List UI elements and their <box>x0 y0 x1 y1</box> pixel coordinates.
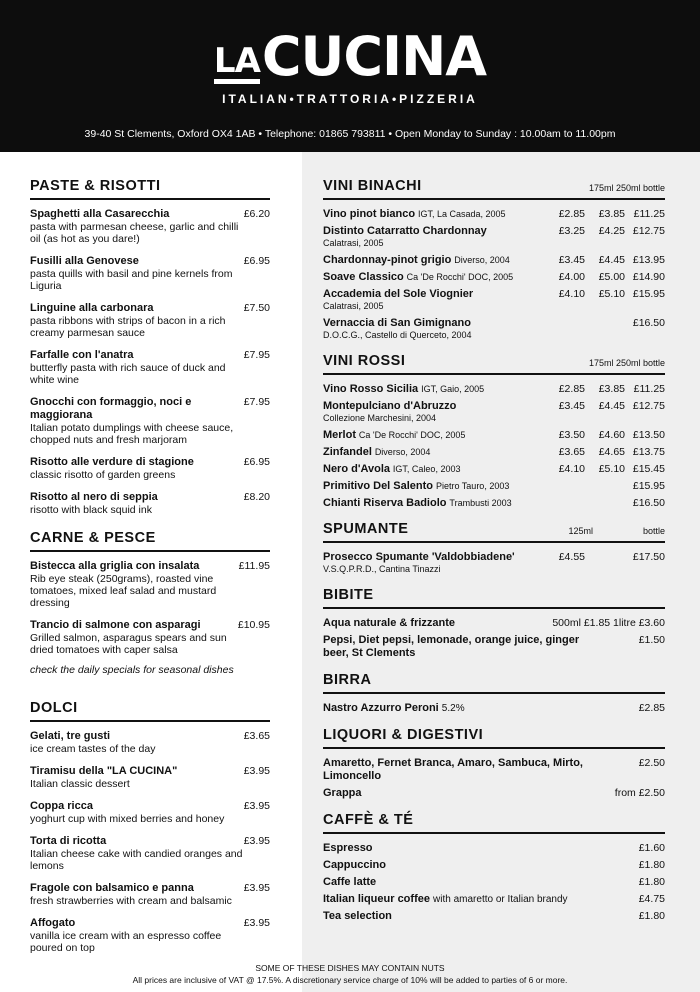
menu-item <box>30 302 270 339</box>
wine-producer: D.O.C.G., Castello di Querceto, 2004 <box>323 330 472 340</box>
dish-price: £3.95 <box>243 882 270 894</box>
wine-prices <box>547 463 665 475</box>
wine-detail: Ca 'De Rocchi' DOC, 2005 <box>358 430 466 440</box>
drink-name-line <box>323 910 593 923</box>
wine-item <box>323 271 665 283</box>
dish-price: £8.20 <box>243 491 270 503</box>
drink-item <box>323 893 665 906</box>
section-title: PASTE & RISOTTI <box>30 178 270 200</box>
price-glass-small: £4.10 <box>558 288 585 300</box>
dish-description: Italian cheese cake with candied oranges and lemons <box>30 848 243 872</box>
wine-prices <box>547 254 665 266</box>
price-glass-large: £4.65 <box>598 446 625 458</box>
price-bottle: £15.95 <box>632 480 665 492</box>
price-glass-large: £4.25 <box>598 225 625 237</box>
wine-prices <box>547 400 665 412</box>
drink-item <box>323 702 665 715</box>
menu-item <box>30 917 270 954</box>
dish-price: £3.65 <box>243 730 270 742</box>
menu-item <box>30 835 270 872</box>
dish-name: Tiramisu della "LA CUCINA" <box>30 765 178 777</box>
wine-name: Zinfandel <box>323 446 372 458</box>
drink-price: £2.85 <box>638 702 665 714</box>
dish-description: yoghurt cup with mixed berries and honey <box>30 813 225 825</box>
section-title: CARNE & PESCE <box>30 530 270 552</box>
wine-detail: Diverso, 2004 <box>454 255 510 265</box>
wine-detail: Trambusti 2003 <box>449 498 512 508</box>
dish-price: £6.95 <box>243 255 270 267</box>
restaurant-logo <box>0 25 700 88</box>
paste-list <box>30 208 270 516</box>
wine-name: Accademia del Sole Viognier <box>323 288 474 300</box>
carne-list <box>30 560 270 656</box>
birra-section <box>323 672 665 715</box>
carne-section <box>30 530 270 676</box>
wine-name: Montepulciano d'Abruzzo <box>323 400 457 412</box>
wine-item <box>323 551 665 575</box>
wine-name: Distinto Catarratto Chardonnay <box>323 225 487 237</box>
section-title-text: SPUMANTE <box>323 521 409 537</box>
section-title: BIBITE <box>323 587 665 609</box>
section-title-text: VINI ROSSI <box>323 353 406 369</box>
price-glass-small: £3.65 <box>558 446 585 458</box>
tagline: ITALIAN•TRATTORIA•PIZZERIA <box>222 92 478 106</box>
bibite-section <box>323 587 665 660</box>
rossi-section <box>323 353 665 509</box>
wine-detail: IGT, Caleo, 2003 <box>392 464 461 474</box>
price-glass-small: £3.25 <box>558 225 585 237</box>
menu-item <box>30 800 270 825</box>
wine-item <box>323 446 665 458</box>
price-glass-small: £2.85 <box>558 383 585 395</box>
wine-item <box>323 317 665 341</box>
price-glass-small: £4.00 <box>558 271 585 283</box>
section-title: CAFFÈ & TÉ <box>323 812 665 834</box>
dish-name: Torta di ricotta <box>30 835 107 847</box>
spumante-list <box>323 551 665 575</box>
column-headers: 125ml bottle <box>568 526 665 536</box>
drink-detail: with amaretto or Italian brandy <box>433 894 568 905</box>
dish-name: Coppa ricca <box>30 800 93 812</box>
dish-price: £11.95 <box>238 560 270 572</box>
drink-name-line <box>323 757 593 783</box>
dish-name: Fragole con balsamico e panna <box>30 882 194 894</box>
wine-name: Vino pinot bianco <box>323 208 416 220</box>
section-title <box>323 178 665 200</box>
wine-item <box>323 429 665 441</box>
dish-name: Gelati, tre gusti <box>30 730 111 742</box>
menu-item <box>30 255 270 292</box>
drink-name: Tea selection <box>323 910 392 922</box>
drink-item <box>323 634 665 660</box>
drink-name: Pepsi, Diet pepsi, lemonade, orange juice, ginger beer, St Clements <box>323 634 580 659</box>
price-bottle: £17.50 <box>632 551 665 563</box>
price-glass-large: £5.10 <box>598 463 625 475</box>
rossi-list <box>323 383 665 509</box>
menu-item <box>30 491 270 516</box>
menu-item <box>30 730 270 755</box>
bianchi-list <box>323 208 665 341</box>
price-glass-small: £4.55 <box>558 551 585 563</box>
dish-description: classic risotto of garden greens <box>30 469 176 481</box>
drink-name: Nastro Azzurro Peroni <box>323 702 439 714</box>
dish-name: Spaghetti alla Casarecchia <box>30 208 170 220</box>
dish-name: Fusilli alla Genovese <box>30 255 139 267</box>
dish-description: fresh strawberries with cream and balsamic <box>30 895 232 907</box>
price-bottle: £15.95 <box>632 288 665 300</box>
dish-description: Rib eye steak (250grams), roasted vine tomatoes, mixed leaf salad and mustard dressing <box>30 573 217 609</box>
price-bottle: £14.90 <box>632 271 665 283</box>
drink-price: £1.80 <box>638 859 665 871</box>
menu-item <box>30 560 270 609</box>
price-glass-large: £3.85 <box>598 383 625 395</box>
dish-description: vanilla ice cream with an espresso coffee poured on top <box>30 930 222 954</box>
drinks-column <box>323 178 665 935</box>
price-bottle: £15.45 <box>632 463 665 475</box>
price-bottle: £16.50 <box>632 497 665 509</box>
dish-description: butterfly pasta with rich sauce of duck and white wine <box>30 362 226 386</box>
menu-item <box>30 765 270 790</box>
wine-item <box>323 497 665 509</box>
drink-item <box>323 757 665 783</box>
drink-item <box>323 617 665 630</box>
wine-detail: Ca 'De Rocchi' DOC, 2005 <box>406 272 514 282</box>
drink-name-line <box>323 893 593 906</box>
menu-item <box>30 396 270 446</box>
wine-item <box>323 383 665 395</box>
wine-item <box>323 288 665 312</box>
menu-item <box>30 882 270 907</box>
drink-name-line <box>323 787 593 800</box>
column-headers: 175ml 250ml bottle <box>588 358 665 368</box>
wine-name: Vino Rosso Sicilia <box>323 383 419 395</box>
wine-name: Merlot <box>323 429 356 441</box>
wine-name: Nero d'Avola <box>323 463 390 475</box>
dish-description: Grilled salmon, asparagus spears and sun dried tomatoes with caper salsa <box>30 632 227 656</box>
drink-name: Espresso <box>323 842 373 854</box>
wine-item <box>323 225 665 249</box>
wine-detail: Diverso, 2004 <box>374 447 431 457</box>
wine-item <box>323 208 665 220</box>
menu-footer <box>0 962 700 986</box>
wine-prices <box>547 446 665 458</box>
bianchi-section <box>323 178 665 341</box>
dish-name: Risotto al nero di seppia <box>30 491 158 503</box>
drink-item <box>323 842 665 855</box>
column-headers: 175ml 250ml bottle <box>588 183 665 193</box>
section-title <box>323 353 665 375</box>
dolci-list <box>30 730 270 954</box>
wine-item <box>323 480 665 492</box>
price-glass-small: £4.10 <box>558 463 585 475</box>
drink-item <box>323 787 665 800</box>
price-glass-large: £5.10 <box>598 288 625 300</box>
price-bottle: £13.50 <box>632 429 665 441</box>
price-bottle: £12.75 <box>632 400 665 412</box>
vat-note: All prices are inclusive of VAT @ 17.5%. A discretionary service charge of 10% will be added to parties of 6 or more. <box>132 975 568 985</box>
price-bottle: £13.75 <box>632 446 665 458</box>
wine-detail: IGT, Gaio, 2005 <box>421 384 485 394</box>
drink-name: Aqua naturale & frizzante <box>323 617 456 629</box>
drink-name-line <box>323 859 593 872</box>
drink-price: £1.80 <box>638 876 665 888</box>
price-bottle: £12.75 <box>632 225 665 237</box>
drink-price: £4.75 <box>638 893 665 905</box>
dish-name: Farfalle con l'anatra <box>30 349 134 361</box>
wine-detail: IGT, La Casada, 2005 <box>418 209 506 219</box>
wine-name: Chardonnay-pinot grigio <box>323 254 452 266</box>
logo-la: LA <box>214 44 260 84</box>
drink-detail: 5.2% <box>441 703 465 714</box>
dish-name: Affogato <box>30 917 76 929</box>
drink-price: from £2.50 <box>614 787 665 799</box>
caffe-section <box>323 812 665 923</box>
address-line: 39-40 St Clements, Oxford OX4 1AB • Telephone: 01865 793811 • Open Monday to Sunday : 10.00am to 11.00pm <box>84 128 616 140</box>
dish-description: ice cream tastes of the day <box>30 743 156 755</box>
drink-name-line <box>323 876 593 889</box>
dish-price: £3.95 <box>243 765 270 777</box>
spumante-section <box>323 521 665 575</box>
wine-producer: Collezione Marchesini, 2004 <box>323 413 437 423</box>
wine-name: Vernaccia di San Gimignano <box>323 317 471 329</box>
dish-price: £7.50 <box>243 302 270 314</box>
price-bottle: £16.50 <box>632 317 665 329</box>
dish-description: pasta ribbons with strips of bacon in a rich creamy parmesan sauce <box>30 315 226 339</box>
drink-price: £1.50 <box>638 634 665 646</box>
drink-name-line <box>323 702 593 715</box>
dish-name: Gnocchi con formaggio, noci e maggiorana <box>30 396 192 421</box>
wine-producer: Calatrasi, 2005 <box>323 238 384 248</box>
wine-producer: V.S.Q.P.R.D., Cantina Tinazzi <box>323 564 441 574</box>
dish-description: pasta quills with basil and pine kernels from Liguria <box>30 268 233 292</box>
menu-item <box>30 208 270 245</box>
dish-name: Bistecca alla griglia con insalata <box>30 560 200 572</box>
wine-prices <box>547 271 665 283</box>
dish-description: risotto with black squid ink <box>30 504 152 516</box>
dish-price: £10.95 <box>237 619 270 631</box>
price-bottle: £13.95 <box>632 254 665 266</box>
dish-description: Italian potato dumplings with cheese sauce, chopped nuts and fresh marjoram <box>30 422 234 446</box>
section-title: DOLCI <box>30 700 270 722</box>
dolci-section <box>30 700 270 954</box>
price-glass-large: £4.60 <box>598 429 625 441</box>
dish-price: £6.95 <box>243 456 270 468</box>
price-glass-large: £3.85 <box>598 208 625 220</box>
wine-name: Prosecco Spumante 'Valdobbiadene' <box>323 551 515 563</box>
caffe-list <box>323 842 665 923</box>
drink-item <box>323 910 665 923</box>
drink-name: Amaretto, Fernet Branca, Amaro, Sambuca, Mirto, Limoncello <box>323 757 583 782</box>
price-glass-small: £3.50 <box>558 429 585 441</box>
dish-description: pasta with parmesan cheese, garlic and chilli oil (as hot as you dare!) <box>30 221 239 245</box>
section-title: LIQUORI & DIGESTIVI <box>323 727 665 749</box>
liquori-list <box>323 757 665 800</box>
dish-price: £3.95 <box>243 835 270 847</box>
dish-price: £3.95 <box>243 800 270 812</box>
food-column <box>30 178 270 964</box>
birra-list <box>323 702 665 715</box>
logo-cucina: CUCINA <box>261 25 487 88</box>
price-glass-large: £5.00 <box>598 271 625 283</box>
wine-prices <box>547 429 665 441</box>
drink-name: Grappa <box>323 787 362 799</box>
wine-detail: Pietro Tauro, 2003 <box>435 481 510 491</box>
dish-name: Trancio di salmone con asparagi <box>30 619 201 631</box>
drink-name-line <box>323 842 593 855</box>
price-glass-small: £2.85 <box>558 208 585 220</box>
drink-item <box>323 876 665 889</box>
wine-prices <box>547 317 665 329</box>
wine-prices <box>547 208 665 220</box>
wine-prices <box>547 383 665 395</box>
drink-price: £1.60 <box>638 842 665 854</box>
dish-name: Linguine alla carbonara <box>30 302 154 314</box>
section-title: BIRRA <box>323 672 665 694</box>
wine-item <box>323 400 665 424</box>
menu-item <box>30 456 270 481</box>
bibite-list <box>323 617 665 660</box>
wine-name: Soave Classico <box>323 271 404 283</box>
dish-price: £6.20 <box>243 208 270 220</box>
wine-item <box>323 463 665 475</box>
dish-description: Italian classic dessert <box>30 778 130 790</box>
liquori-section <box>323 727 665 800</box>
dish-name: Risotto alle verdure di stagione <box>30 456 194 468</box>
price-glass-large: £4.45 <box>598 400 625 412</box>
dish-price: £3.95 <box>243 917 270 929</box>
wine-name: Chianti Riserva Badiolo <box>323 497 447 509</box>
section-title <box>323 521 665 543</box>
drink-name: Caffe latte <box>323 876 377 888</box>
wine-prices <box>547 497 665 509</box>
drink-name: Italian liqueur coffee <box>323 893 430 905</box>
price-bottle: £11.25 <box>633 208 665 220</box>
dish-price: £7.95 <box>243 396 270 408</box>
drink-name: Cappuccino <box>323 859 386 871</box>
wine-prices <box>547 551 665 563</box>
menu-item <box>30 619 270 656</box>
price-glass-small: £3.45 <box>558 254 585 266</box>
price-glass-small: £3.45 <box>558 400 585 412</box>
nuts-warning: SOME OF THESE DISHES MAY CONTAIN NUTS <box>255 963 445 973</box>
menu-item <box>30 349 270 386</box>
section-title-text: VINI BINACHI <box>323 178 422 194</box>
wine-item <box>323 254 665 266</box>
drink-price: £1.80 <box>638 910 665 922</box>
dish-price: £7.95 <box>243 349 270 361</box>
drink-price: 500ml £1.85 1litre £3.60 <box>552 617 665 629</box>
drink-name-line <box>323 634 593 660</box>
wine-prices <box>547 480 665 492</box>
menu-header <box>0 0 700 152</box>
drink-price: £2.50 <box>638 757 665 769</box>
drink-item <box>323 859 665 872</box>
wine-prices <box>547 225 665 237</box>
price-bottle: £11.25 <box>633 383 665 395</box>
wine-prices <box>547 288 665 300</box>
specials-note: check the daily specials for seasonal dishes <box>30 664 234 676</box>
price-glass-large: £4.45 <box>598 254 625 266</box>
wine-name: Primitivo Del Salento <box>323 480 434 492</box>
wine-producer: Calatrasi, 2005 <box>323 301 384 311</box>
paste-section <box>30 178 270 516</box>
